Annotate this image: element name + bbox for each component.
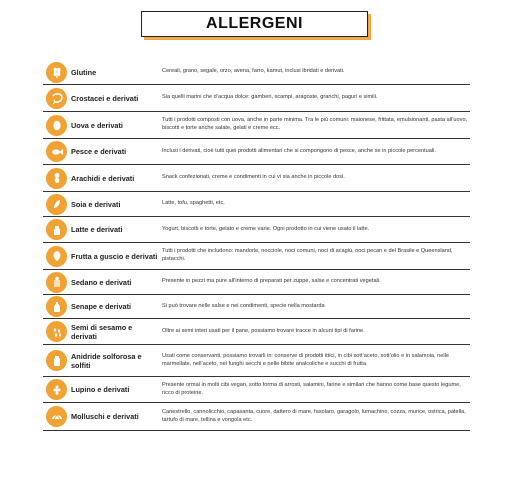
allergen-name: Pesce e derivati — [71, 147, 127, 156]
mollusc-icon — [46, 406, 67, 427]
allergen-name: Sedano e derivati — [71, 277, 132, 287]
allergen-description: Si può trovare nelle salse e nei condimenti, specie nella mostarda — [162, 302, 325, 309]
allergen-description: Presente in pezzi ma pure all’interno di preparati per zuppe, salse e concentrati vegetali. — [162, 278, 381, 285]
allergen-row — [43, 112, 470, 139]
allergen-name: Lupino e derivati — [71, 385, 130, 394]
allergen-name: Molluschi e derivati — [71, 412, 139, 421]
allergen-name: Arachidi e derivati — [71, 173, 135, 183]
allergen-row — [43, 139, 470, 165]
milk-icon — [46, 219, 67, 240]
allergen-description: Inclusi i derivati, cioè tutti quei prodotti alimentari che si compongono di pesce, anche se in piccole percentuali. — [162, 147, 436, 154]
mustard-icon — [46, 296, 67, 317]
allergen-name: Soia e derivati — [71, 199, 121, 209]
allergen-name: Semi di sesamo e derivati — [71, 322, 133, 341]
allergen-row — [43, 165, 470, 192]
page-title: ALLERGENI — [206, 15, 303, 32]
allergen-description: Cereali, grano, segale, orzo, avena, farro, kamut, inclusi ibridati e derivati. — [162, 68, 345, 75]
allergen-row — [43, 403, 470, 431]
allergen-name: Crostacei e derivati — [71, 93, 139, 103]
allergen-description: Canestrello, cannolicchio, capasanta, cuore, dattero di mare, fasolaro, garagolo, lumachino, cozza, murice, ostrica, patella, tartufo di mare, tellina e vongola etc. — [162, 408, 466, 423]
nut-icon — [46, 246, 67, 267]
allergen-description: Usati come conservanti, possiamo trovarli in: conserve di prodotti ittici, in cibi sott’aceto, sott’olio e in salamoia, nelle marmellate, nell’aceto, nei funghi secchi e nelle bibite analcoliche e succhi di frutta. — [162, 352, 449, 367]
allergen-row — [43, 217, 470, 243]
allergen-name: Glutine — [71, 67, 97, 77]
allergen-name: Senape e derivati — [71, 302, 132, 311]
allergen-row — [43, 60, 470, 85]
allergen-description: Oltre ai semi interi usati per il pane, possiamo trovare tracce in alcuni tipi di farine. — [162, 327, 365, 334]
shrimp-icon — [46, 88, 67, 109]
allergen-row — [43, 270, 470, 295]
celery-icon — [46, 272, 67, 293]
peanut-icon — [46, 168, 67, 189]
allergen-row — [43, 85, 470, 112]
sesame-icon — [46, 321, 67, 342]
allergen-table — [43, 60, 470, 431]
allergen-description: Sia quelli marini che d’acqua dolce: gamberi, scampi, aragoste, granchi, paguri e simili. — [162, 94, 378, 101]
fish-icon — [46, 141, 67, 162]
allergen-name: Latte e derivati — [71, 225, 123, 234]
title-box — [141, 11, 368, 37]
sulphite-icon — [46, 350, 67, 371]
soy-icon — [46, 194, 67, 215]
allergen-description: Yogurt, biscotti e torte, gelato e creme varie. Ogni prodotto in cui viene usato il latte. — [162, 225, 370, 232]
wheat-icon — [46, 62, 67, 83]
allergen-row — [43, 295, 470, 319]
egg-icon — [46, 115, 67, 136]
allergen-description: Presente ormai in molti cibi vegan, sotto forma di arrosti, salamini, farine e similari che hanno come base questo legume, ricco di proteine. — [162, 381, 461, 396]
allergen-row — [43, 243, 470, 270]
allergen-description: Tutti i prodotti che includono: mandorle, nocciole, noci comuni, noci di acagiù, noci pecan e del Brasile e Queensland, pistacchi. — [162, 248, 453, 262]
lupin-icon — [46, 379, 67, 400]
allergen-name: Frutta a guscio e derivati — [71, 251, 158, 261]
allergen-name: Anidride solforosa e solfiti — [71, 351, 142, 370]
allergen-row — [43, 319, 470, 345]
allergen-name: Uova e derivati — [71, 120, 123, 130]
allergen-row — [43, 377, 470, 403]
allergen-description: Snack confezionati, creme e condimenti in cui vi sia anche in piccole dosi. — [162, 174, 345, 181]
allergen-row — [43, 192, 470, 217]
allergen-description: Latte, tofu, spaghetti, etc. — [162, 200, 225, 207]
allergen-description: Tutti i prodotti composti con uova, anche in parte minima. Tra le più comuni: maionese, frittata, emulsionanti, pasta all’uovo, biscotti e torte anche salate, gelati e creme ecc. — [162, 117, 468, 131]
allergen-row — [43, 345, 470, 377]
